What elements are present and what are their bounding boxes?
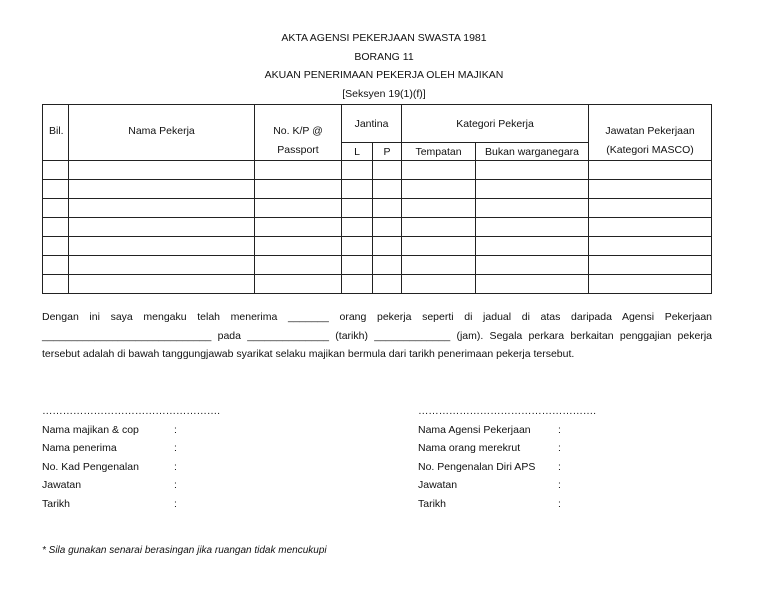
table-cell[interactable] bbox=[342, 180, 373, 199]
table-cell[interactable] bbox=[43, 199, 69, 218]
agency-field-colon: : bbox=[558, 423, 561, 436]
agency-field-colon: : bbox=[558, 442, 561, 454]
table-cell[interactable] bbox=[373, 180, 402, 199]
table-cell[interactable] bbox=[373, 218, 402, 237]
agency-field bbox=[418, 495, 596, 514]
agency-field bbox=[418, 439, 596, 458]
col-header-kp-line2: Passport bbox=[277, 144, 319, 156]
employer-field-label: Jawatan bbox=[42, 479, 82, 491]
table-cell[interactable] bbox=[255, 275, 342, 294]
col-header-jawatan bbox=[589, 105, 712, 161]
agency-field-label: Jawatan bbox=[418, 479, 458, 491]
employer-field-colon: : bbox=[174, 497, 177, 510]
table-cell[interactable] bbox=[255, 237, 342, 256]
col-header-l: L bbox=[342, 143, 373, 161]
employer-field-label: Nama majikan & cop bbox=[42, 423, 139, 436]
table-cell[interactable] bbox=[402, 237, 476, 256]
table-cell[interactable] bbox=[255, 256, 342, 275]
declaration-line-2: _____________________________ pada ______________ (tarikh) _____________ (jam). Segala perkara berkaitan penggajian pekerja bbox=[42, 329, 712, 342]
table-cell[interactable] bbox=[589, 180, 712, 199]
table-cell[interactable] bbox=[476, 218, 589, 237]
table-cell[interactable] bbox=[373, 161, 402, 180]
employer-field-colon: : bbox=[174, 460, 177, 473]
table-cell[interactable] bbox=[402, 275, 476, 294]
table-cell[interactable] bbox=[43, 275, 69, 294]
employer-field bbox=[42, 495, 220, 514]
table-cell[interactable] bbox=[402, 161, 476, 180]
table-cell[interactable] bbox=[589, 199, 712, 218]
employer-field-label: Tarikh bbox=[42, 497, 71, 510]
act-title: AKTA AGENSI PEKERJAAN SWASTA 1981 bbox=[281, 32, 487, 44]
section-reference: [Seksyen 19(1)(f)] bbox=[342, 87, 426, 100]
table-cell[interactable] bbox=[589, 275, 712, 294]
table-cell[interactable] bbox=[342, 161, 373, 180]
table-cell[interactable] bbox=[402, 180, 476, 199]
table-cell[interactable] bbox=[373, 275, 402, 294]
table-cell[interactable] bbox=[402, 256, 476, 275]
employer-signature-block bbox=[42, 402, 220, 513]
table-cell[interactable] bbox=[342, 256, 373, 275]
table-cell[interactable] bbox=[69, 180, 255, 199]
col-header-tempatan: Tempatan bbox=[402, 143, 476, 161]
table-cell[interactable] bbox=[69, 218, 255, 237]
employer-field-label: Nama penerima bbox=[42, 442, 117, 454]
table-cell[interactable] bbox=[373, 256, 402, 275]
table-cell[interactable] bbox=[69, 256, 255, 275]
declaration-paragraph bbox=[42, 308, 712, 364]
employer-field bbox=[42, 439, 220, 458]
table-cell[interactable] bbox=[402, 218, 476, 237]
agency-field-label: Nama orang merekrut bbox=[418, 442, 521, 454]
col-header-nama: Nama Pekerja bbox=[69, 105, 255, 161]
form-number: BORANG 11 bbox=[354, 50, 414, 63]
table-cell[interactable] bbox=[43, 161, 69, 180]
declaration-line-1: Dengan ini saya mengaku telah menerima _______ orang pekerja seperti di jadual di atas daripada Agensi Pekerjaan bbox=[42, 311, 712, 323]
table-row bbox=[43, 180, 712, 199]
form-header bbox=[0, 29, 768, 103]
declaration-line-3: tersebut adalah di bawah tanggungjawab syarikat selaku majikan bermula dari tarikh penerimaan pekerja tersebut. bbox=[42, 348, 575, 361]
table-cell[interactable] bbox=[69, 237, 255, 256]
agency-field-colon: : bbox=[558, 460, 561, 473]
table-cell[interactable] bbox=[589, 218, 712, 237]
table-row bbox=[43, 161, 712, 180]
table-cell[interactable] bbox=[342, 237, 373, 256]
table-cell[interactable] bbox=[255, 199, 342, 218]
table-cell[interactable] bbox=[476, 256, 589, 275]
agency-signature-block bbox=[418, 402, 596, 513]
table-cell[interactable] bbox=[589, 237, 712, 256]
employer-field-colon: : bbox=[174, 479, 177, 491]
table-cell[interactable] bbox=[373, 237, 402, 256]
table-cell[interactable] bbox=[476, 180, 589, 199]
table-row bbox=[43, 199, 712, 218]
agency-field bbox=[418, 476, 596, 495]
agency-field bbox=[418, 421, 596, 440]
table-cell[interactable] bbox=[255, 161, 342, 180]
agency-field-label: No. Pengenalan Diri APS bbox=[418, 460, 536, 473]
employer-field bbox=[42, 476, 220, 495]
table-row bbox=[43, 275, 712, 294]
table-cell[interactable] bbox=[342, 275, 373, 294]
table-cell[interactable] bbox=[43, 256, 69, 275]
table-cell[interactable] bbox=[373, 199, 402, 218]
table-cell[interactable] bbox=[476, 199, 589, 218]
col-header-kp-line1: No. K/P @ bbox=[273, 125, 323, 137]
table-cell[interactable] bbox=[43, 180, 69, 199]
employer-field-label: No. Kad Pengenalan bbox=[42, 460, 139, 473]
col-header-bil: Bil. bbox=[43, 105, 69, 161]
table-cell[interactable] bbox=[43, 218, 69, 237]
form-title: AKUAN PENERIMAAN PEKERJA OLEH MAJIKAN bbox=[264, 69, 504, 81]
employer-signature-line: ……………………………………………. bbox=[42, 405, 220, 417]
employer-field bbox=[42, 421, 220, 440]
table-cell[interactable] bbox=[589, 256, 712, 275]
col-header-p: P bbox=[373, 143, 402, 161]
table-cell[interactable] bbox=[255, 180, 342, 199]
agency-field-label: Tarikh bbox=[418, 497, 447, 510]
table-cell[interactable] bbox=[69, 275, 255, 294]
col-header-jawatan-line1: Jawatan Pekerjaan bbox=[605, 125, 695, 137]
agency-field bbox=[418, 458, 596, 477]
col-header-kp bbox=[255, 105, 342, 161]
employer-field-colon: : bbox=[174, 423, 177, 436]
worker-table bbox=[42, 104, 712, 294]
employer-field bbox=[42, 458, 220, 477]
table-cell[interactable] bbox=[69, 199, 255, 218]
table-row bbox=[43, 218, 712, 237]
agency-field-colon: : bbox=[558, 497, 561, 510]
table-cell[interactable] bbox=[589, 161, 712, 180]
agency-signature-line: ……………………………………………. bbox=[418, 405, 596, 417]
agency-field-colon: : bbox=[558, 479, 561, 491]
table-cell[interactable] bbox=[69, 161, 255, 180]
table-cell[interactable] bbox=[43, 237, 69, 256]
col-header-bukan-warganegara: Bukan warganegara bbox=[476, 143, 589, 161]
employer-field-colon: : bbox=[174, 442, 177, 454]
table-cell[interactable] bbox=[342, 218, 373, 237]
footnote: * Sila gunakan senarai berasingan jika ruangan tidak mencukupi bbox=[42, 545, 327, 556]
table-cell[interactable] bbox=[255, 218, 342, 237]
table-cell[interactable] bbox=[476, 161, 589, 180]
table-row bbox=[43, 256, 712, 275]
col-header-kategori: Kategori Pekerja bbox=[402, 105, 589, 143]
col-header-jantina: Jantina bbox=[342, 105, 402, 143]
col-header-jawatan-line2: (Kategori MASCO) bbox=[606, 144, 694, 156]
table-cell[interactable] bbox=[402, 199, 476, 218]
table-cell[interactable] bbox=[476, 275, 589, 294]
table-cell[interactable] bbox=[476, 237, 589, 256]
agency-field-label: Nama Agensi Pekerjaan bbox=[418, 423, 531, 436]
table-cell[interactable] bbox=[342, 199, 373, 218]
table-row bbox=[43, 237, 712, 256]
